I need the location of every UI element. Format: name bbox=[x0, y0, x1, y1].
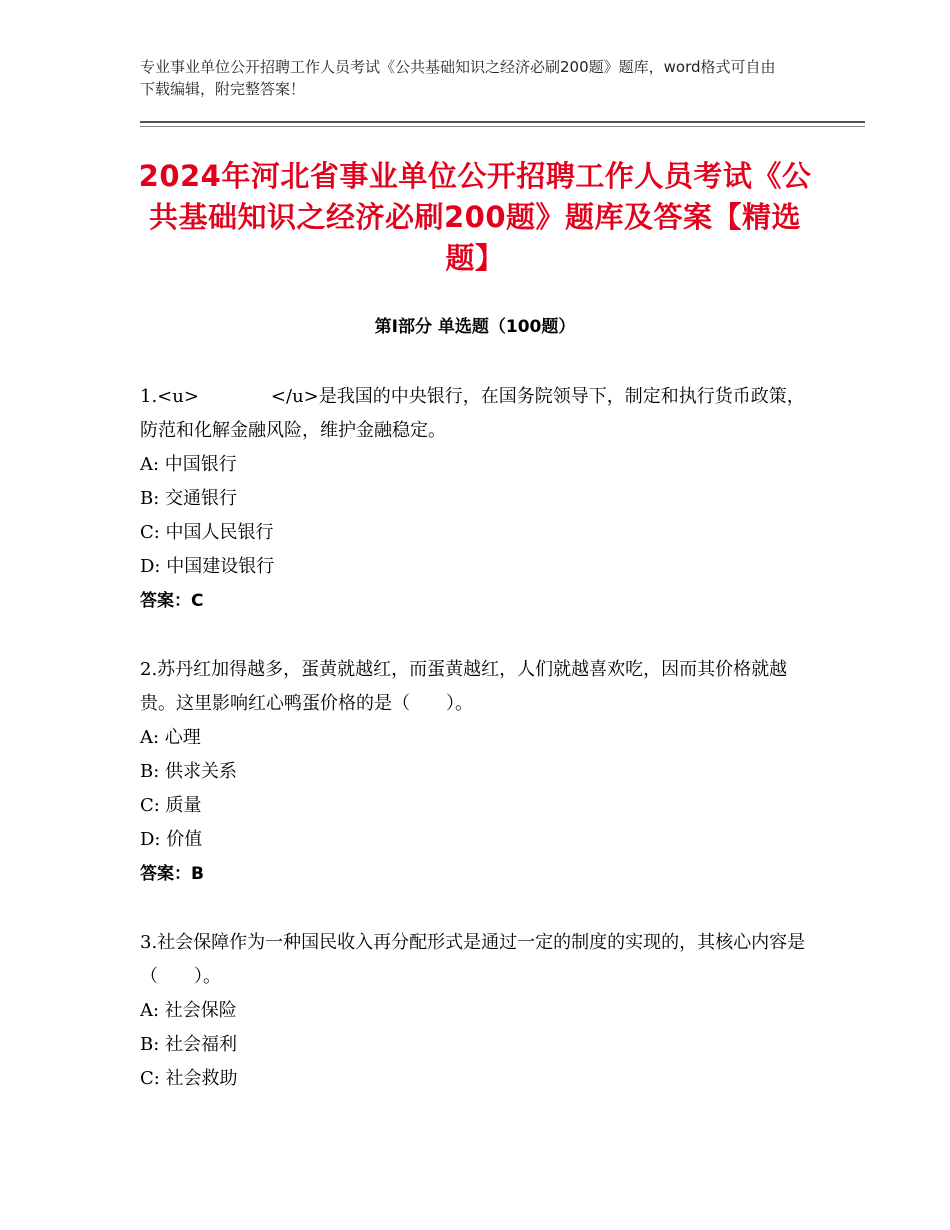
header-divider-thin bbox=[140, 126, 865, 127]
option-b: B: 社会福利 bbox=[140, 1034, 238, 1055]
question-3 bbox=[140, 926, 810, 1096]
document-title: 2024年河北省事业单位公开招聘工作人员考试《公共基础知识之经济必刷200题》题库及答案【精选题】 bbox=[138, 159, 812, 275]
question-stem: 3.社会保障作为一种国民收入再分配形式是通过一定的制度的实现的，其核心内容是（ ）。 bbox=[140, 932, 806, 987]
option-c: C: 社会救助 bbox=[140, 1068, 238, 1089]
option-a: A: 社会保险 bbox=[140, 1000, 237, 1021]
question-stem: 2.苏丹红加得越多，蛋黄就越红，而蛋黄越红，人们就越喜欢吃，因而其价格就越贵。这里影响红心鸭蛋价格的是（ ）。 bbox=[140, 659, 788, 714]
answer-line: 答案：B bbox=[140, 864, 204, 884]
answer-line: 答案：C bbox=[140, 591, 204, 611]
option-c: C: 中国人民银行 bbox=[140, 522, 274, 543]
option-a: A: 中国银行 bbox=[140, 454, 237, 475]
question-stem: 1.<u> </u>是我国的中央银行，在国务院领导下，制定和执行货币政策，防范和化解金融风险，维护金融稳定。 bbox=[140, 386, 805, 441]
header-note: 专业事业单位公开招聘工作人员考试《公共基础知识之经济必刷200题》题库，word格式可自由下载编辑，附完整答案！ bbox=[140, 58, 776, 98]
option-b: B: 供求关系 bbox=[140, 761, 238, 782]
option-c: C: 质量 bbox=[140, 795, 202, 816]
option-a: A: 心理 bbox=[140, 727, 201, 748]
option-d: D: 价值 bbox=[140, 829, 203, 850]
option-d: D: 中国建设银行 bbox=[140, 556, 275, 577]
option-b: B: 交通银行 bbox=[140, 488, 238, 509]
section-title: 第Ⅰ部分 单选题（100题） bbox=[374, 317, 576, 337]
header-divider bbox=[140, 121, 865, 123]
question-2 bbox=[140, 653, 810, 891]
question-1 bbox=[140, 380, 810, 618]
